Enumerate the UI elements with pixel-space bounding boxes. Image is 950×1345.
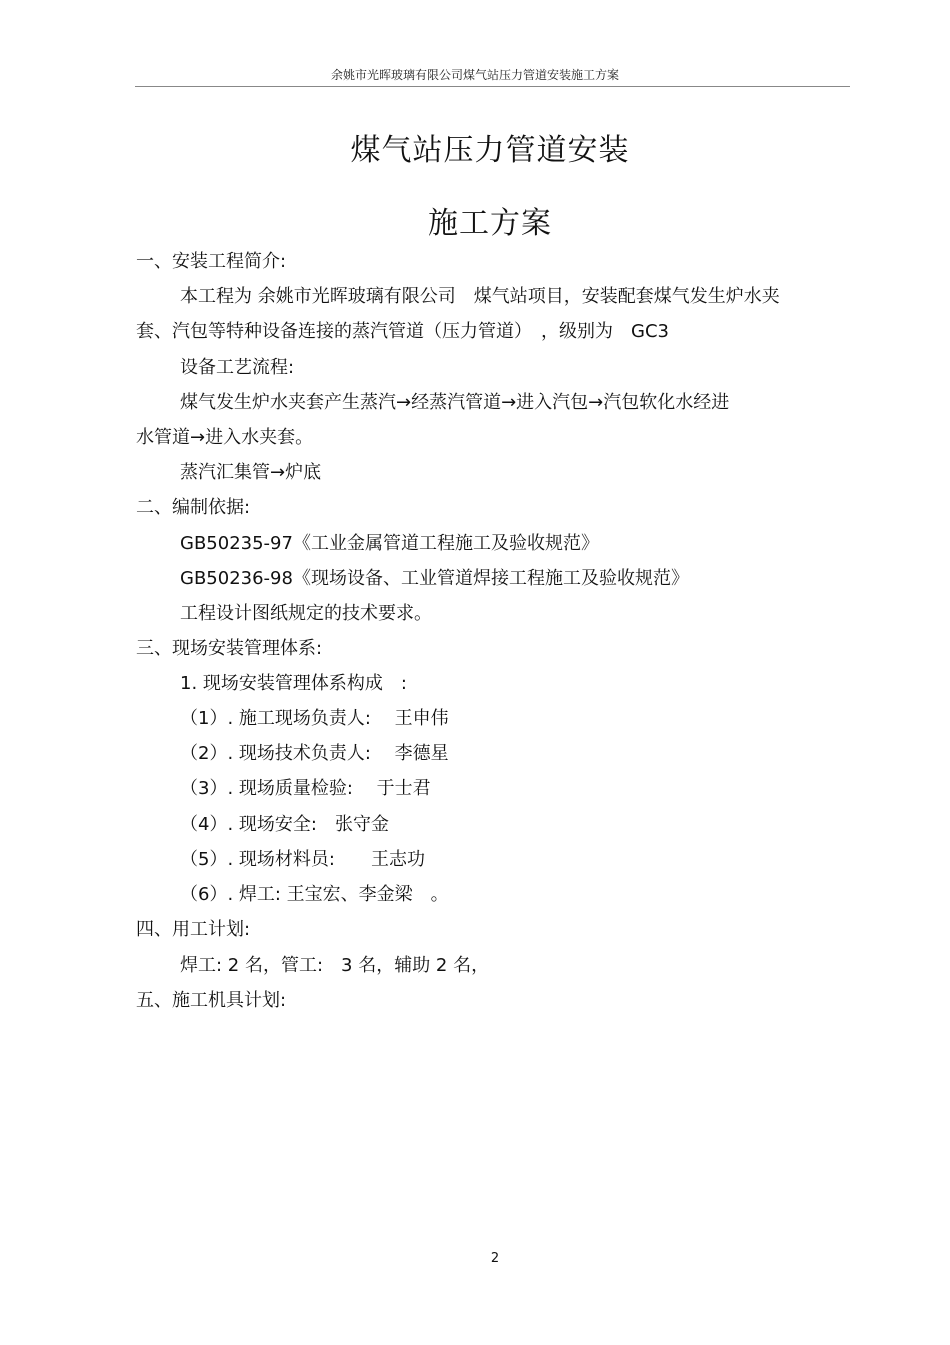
list-item: （5）. 现场材料员: 王志功: [180, 849, 425, 870]
list-item: （6）. 焊工: 王宝宏、李金梁 。: [180, 884, 449, 905]
paragraph-line: 本工程为 余姚市光晖玻璃有限公司 煤气站项目，安装配套煤气发生炉水夹: [180, 286, 780, 307]
paragraph-line: 焊工: 2 名，管工: 3 名，辅助 2 名，: [180, 955, 490, 976]
document-title: 煤气站压力管道安装: [350, 133, 630, 168]
section-heading-4: 四、用工计划:: [136, 919, 251, 940]
page-header: 余姚市光晖玻璃有限公司煤气站压力管道安装施工方案: [330, 68, 619, 82]
header-rule: [135, 86, 850, 87]
list-item: （2）. 现场技术负责人: 李德星: [180, 743, 449, 764]
reference-item: GB50235-97《工业金属管道工程施工及验收规范》: [180, 533, 599, 554]
list-item: （4）. 现场安全: 张守金: [180, 814, 389, 835]
page-number: 2: [490, 1251, 500, 1266]
section-heading-2: 二、编制依据:: [136, 497, 251, 518]
reference-item: 工程设计图纸规定的技术要求。: [180, 603, 432, 624]
paragraph-line: 设备工艺流程:: [180, 357, 295, 378]
list-item: 1. 现场安装管理体系构成 :: [180, 673, 407, 694]
paragraph-line: 套、汽包等特种设备连接的蒸汽管道（压力管道） ，级别为 GC3: [136, 321, 669, 342]
section-heading-1: 一、安装工程简介:: [136, 251, 287, 272]
paragraph-line: 煤气发生炉水夹套产生蒸汽→经蒸汽管道→进入汽包→汽包软化水经进: [180, 392, 730, 413]
paragraph-line: 蒸汽汇集管→炉底: [180, 462, 322, 483]
paragraph-line: 水管道→进入水夹套。: [136, 427, 314, 448]
reference-item: GB50236-98《现场设备、工业管道焊接工程施工及验收规范》: [180, 568, 689, 589]
list-item: （1）. 施工现场负责人: 王申伟: [180, 708, 449, 729]
list-item: （3）. 现场质量检验: 于士君: [180, 778, 431, 799]
document-subtitle: 施工方案: [428, 206, 552, 241]
section-heading-3: 三、现场安装管理体系:: [136, 638, 323, 659]
section-heading-5: 五、施工机具计划:: [136, 990, 287, 1011]
